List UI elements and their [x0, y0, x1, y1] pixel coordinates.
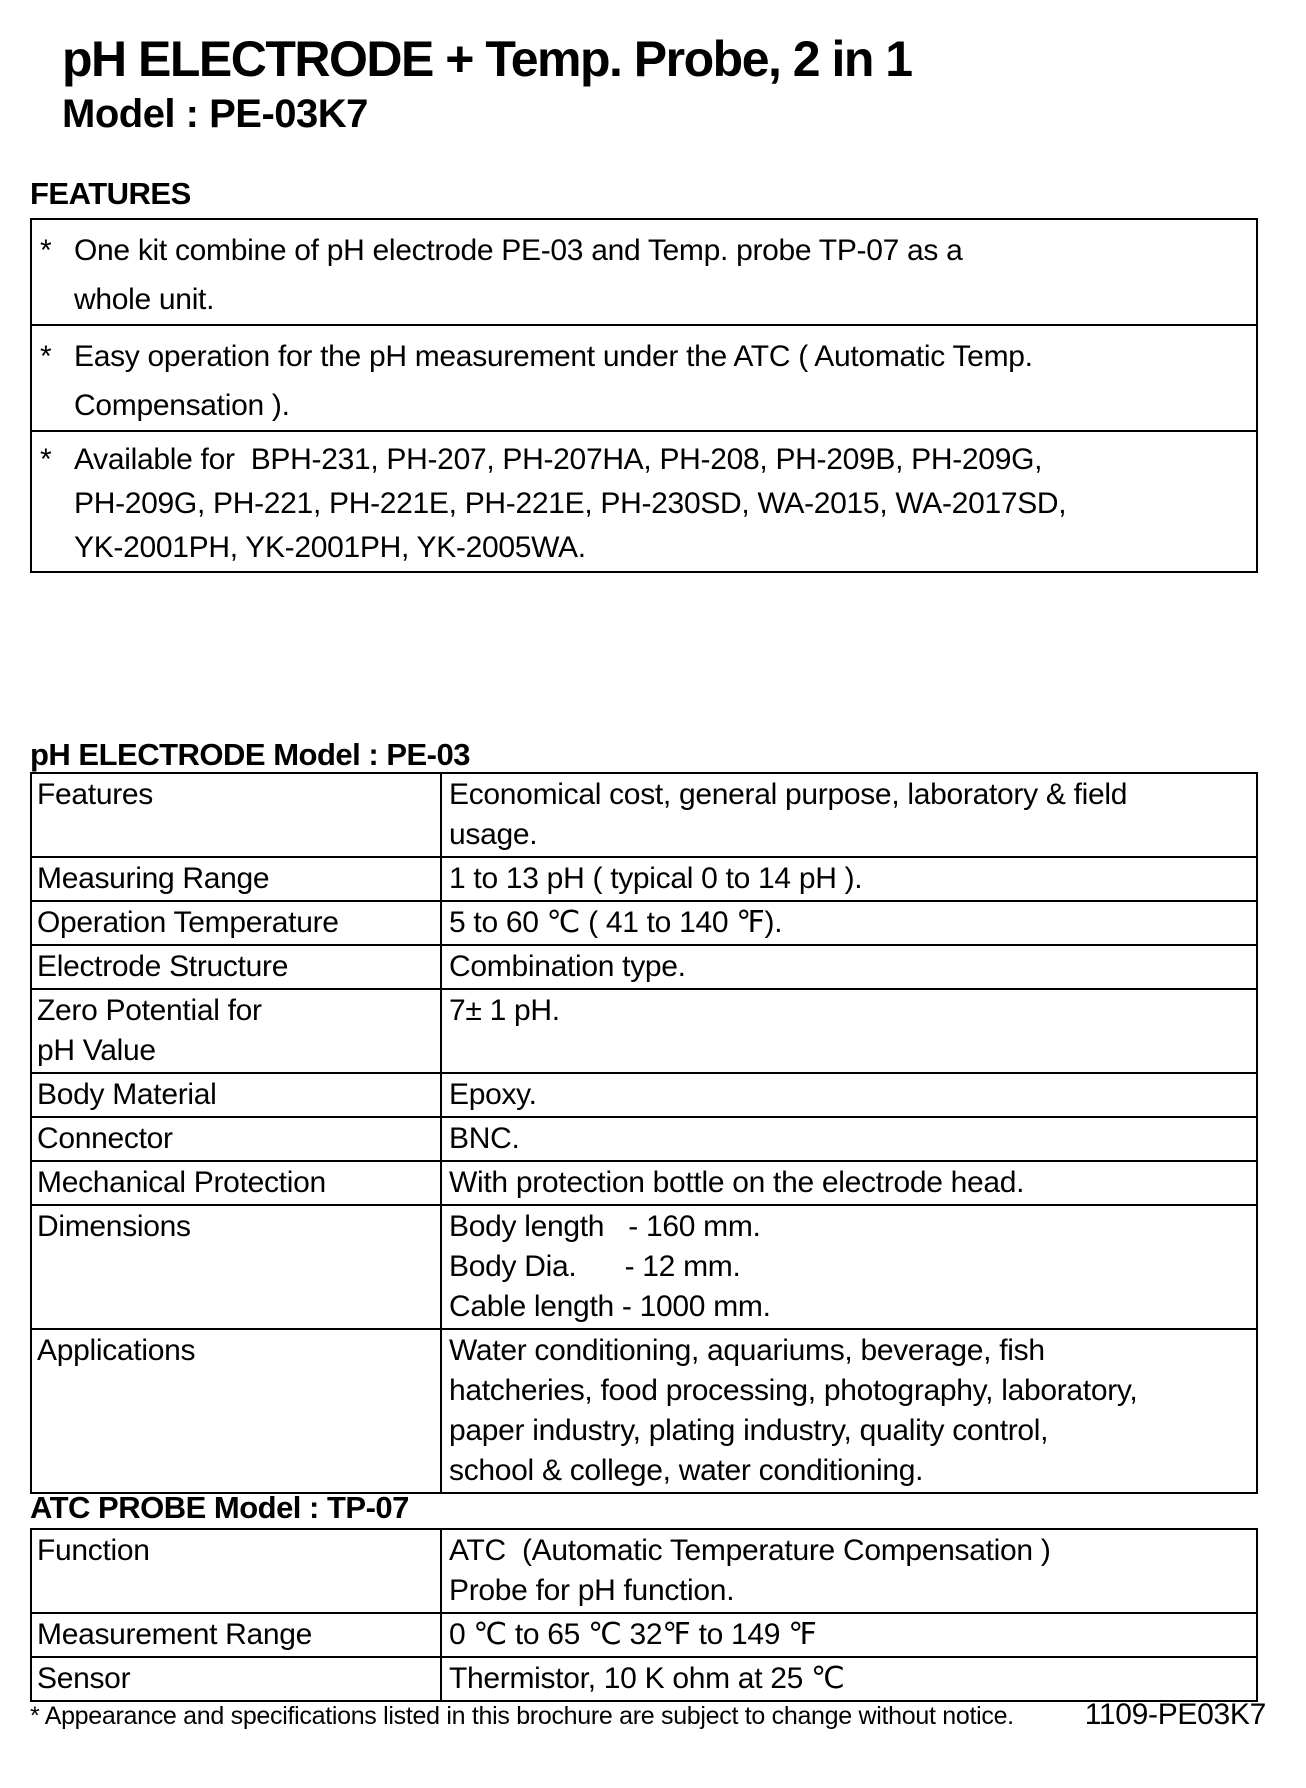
spec-value-line: 5 to 60 ℃ ( 41 to 140 ℉). — [449, 906, 783, 939]
doc-code: 1109-PE03K7 — [1084, 1698, 1266, 1731]
spec-label — [32, 902, 442, 944]
feature-bullet: * — [40, 340, 52, 373]
spec-label-line: Sensor — [37, 1662, 131, 1695]
spec-value — [442, 1330, 1256, 1492]
spec-value-line: With protection bottle on the electrode head. — [449, 1166, 1025, 1199]
spec-label-line: Operation Temperature — [37, 906, 339, 939]
spec-value-line: BNC. — [449, 1122, 520, 1155]
spec-value — [442, 774, 1256, 856]
spec-label-line: Measurement Range — [37, 1618, 313, 1651]
spec-row-dimensions — [32, 1206, 1256, 1330]
spec-value — [442, 1658, 1256, 1700]
spec-value — [442, 902, 1256, 944]
feature-item — [32, 432, 1256, 571]
features-box — [30, 218, 1258, 573]
atc-section-heading: ATC PROBE Model : TP-07 — [30, 1490, 409, 1525]
atc-spec-table — [30, 1528, 1258, 1702]
spec-value-line: Probe for pH function. — [449, 1574, 735, 1607]
feature-line: Easy operation for the pH measurement under the ATC ( Automatic Temp. — [74, 340, 1033, 373]
spec-value-line: Cable length - 1000 mm. — [449, 1290, 771, 1323]
spec-label — [32, 1074, 442, 1116]
spec-row-applications — [32, 1330, 1256, 1492]
spec-label — [32, 1118, 442, 1160]
page-footer — [30, 1698, 1266, 1732]
features-heading: FEATURES — [30, 176, 191, 211]
electrode-section-heading: pH ELECTRODE Model : PE-03 — [30, 737, 470, 772]
feature-line: Available for BPH-231, PH-207, PH-207HA, PH-208, PH-209B, PH-209G, — [74, 443, 1043, 476]
spec-row-sensor — [32, 1658, 1256, 1700]
spec-row-function — [32, 1530, 1256, 1614]
feature-line: YK-2001PH, YK-2001PH, YK-2005WA. — [74, 531, 586, 564]
page-title: pH ELECTRODE + Temp. Probe, 2 in 1 — [62, 31, 912, 87]
spec-value-line: 1 to 13 pH ( typical 0 to 14 pH ). — [449, 862, 863, 895]
feature-bullet: * — [40, 234, 52, 267]
spec-label — [32, 1330, 442, 1492]
spec-row-features — [32, 774, 1256, 858]
spec-label-line: Measuring Range — [37, 862, 270, 895]
spec-label — [32, 1614, 442, 1656]
spec-row-operation-temperature — [32, 902, 1256, 946]
spec-value — [442, 1118, 1256, 1160]
spec-label-line: Applications — [37, 1334, 196, 1367]
spec-row-connector — [32, 1118, 1256, 1162]
feature-line: whole unit. — [74, 283, 215, 316]
spec-value — [442, 990, 1256, 1072]
spec-label-line: Electrode Structure — [37, 950, 289, 983]
feature-text — [74, 326, 1256, 430]
spec-label — [32, 990, 442, 1072]
spec-label — [32, 1162, 442, 1204]
spec-value — [442, 1530, 1256, 1612]
spec-label-line: Connector — [37, 1122, 173, 1155]
spec-value-line: ATC (Automatic Temperature Compensation ) — [449, 1534, 1051, 1567]
spec-label — [32, 1658, 442, 1700]
spec-value-line: usage. — [449, 818, 538, 851]
spec-value-line: Epoxy. — [449, 1078, 537, 1111]
spec-label — [32, 1206, 442, 1328]
feature-item — [32, 326, 1256, 432]
spec-value — [442, 946, 1256, 988]
footer-note: * Appearance and specifications listed in this brochure are subject to change without notice. — [30, 1702, 1014, 1730]
spec-row-mechanical-protection — [32, 1162, 1256, 1206]
spec-value-line: Combination type. — [449, 950, 686, 983]
spec-value-line: Body Dia. - 12 mm. — [449, 1250, 741, 1283]
spec-value — [442, 1074, 1256, 1116]
spec-value-line: 7± 1 pH. — [449, 994, 560, 1027]
feature-text — [74, 220, 1256, 324]
spec-label-line: Function — [37, 1534, 150, 1567]
spec-value — [442, 1162, 1256, 1204]
model-subtitle: Model : PE-03K7 — [62, 92, 368, 136]
electrode-spec-table — [30, 772, 1258, 1494]
spec-value-line: hatcheries, food processing, photography, laboratory, — [449, 1374, 1138, 1407]
spec-row-measurement-range — [32, 1614, 1256, 1658]
spec-value-line: Thermistor, 10 K ohm at 25 ℃ — [449, 1662, 845, 1695]
spec-value — [442, 858, 1256, 900]
spec-label-line: Body Material — [37, 1078, 217, 1111]
feature-bullet: * — [40, 443, 52, 476]
spec-value-line: 0 ℃ to 65 ℃ 32℉ to 149 ℉ — [449, 1618, 817, 1651]
spec-label — [32, 774, 442, 856]
spec-row-measuring-range — [32, 858, 1256, 902]
feature-item — [32, 220, 1256, 326]
spec-label — [32, 946, 442, 988]
spec-value-line: paper industry, plating industry, quality control, — [449, 1414, 1049, 1447]
spec-value — [442, 1206, 1256, 1328]
feature-line: One kit combine of pH electrode PE-03 and Temp. probe TP-07 as a — [74, 234, 963, 267]
feature-line: Compensation ). — [74, 389, 290, 422]
spec-value-line: Water conditioning, aquariums, beverage, fish — [449, 1334, 1045, 1367]
spec-value-line: Body length - 160 mm. — [449, 1210, 761, 1243]
spec-row-body-material — [32, 1074, 1256, 1118]
spec-label-line: Features — [37, 778, 153, 811]
spec-label-line: Mechanical Protection — [37, 1166, 326, 1199]
spec-row-electrode-structure — [32, 946, 1256, 990]
spec-label-line: pH Value — [37, 1034, 156, 1067]
spec-value-line: school & college, water conditioning. — [449, 1454, 924, 1487]
spec-label-line: Dimensions — [37, 1210, 191, 1243]
feature-text — [74, 432, 1256, 570]
spec-value — [442, 1614, 1256, 1656]
spec-label — [32, 858, 442, 900]
spec-label — [32, 1530, 442, 1612]
feature-line: PH-209G, PH-221, PH-221E, PH-221E, PH-230SD, WA-2015, WA-2017SD, — [74, 487, 1067, 520]
spec-value-line: Economical cost, general purpose, laboratory & field — [449, 778, 1128, 811]
spec-row-zero-potential — [32, 990, 1256, 1074]
spec-label-line: Zero Potential for — [37, 994, 262, 1027]
